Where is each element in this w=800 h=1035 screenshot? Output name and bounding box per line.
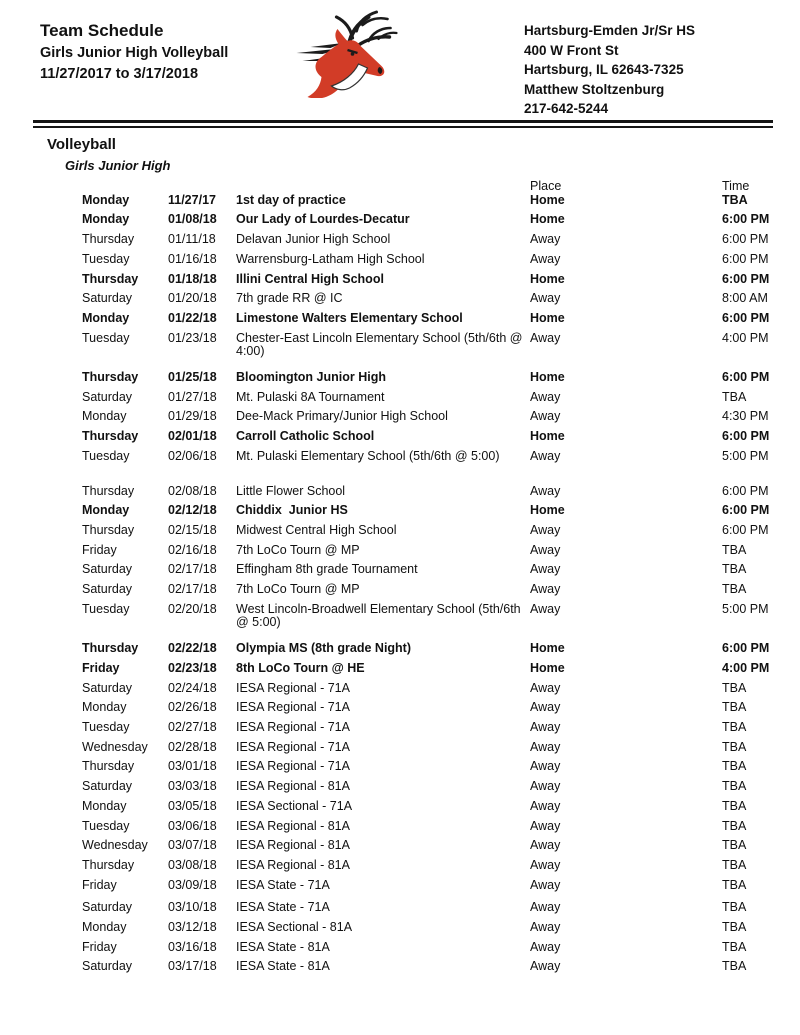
cell-date: 02/17/18	[168, 582, 217, 597]
cell-date: 11/27/17	[168, 192, 216, 207]
cell-day: Tuesday	[82, 818, 130, 833]
school-info-block	[524, 21, 695, 119]
cell-time: 5:00 PM	[722, 448, 769, 463]
cell-time: TBA	[722, 900, 747, 915]
cell-time: 6:00 PM	[722, 251, 769, 266]
schedule-row	[82, 430, 784, 444]
cell-event: IESA Regional - 71A	[236, 700, 350, 715]
cell-event: Effingham 8th grade Tournament	[236, 562, 418, 577]
cell-time: 4:30 PM	[722, 409, 769, 424]
cell-date: 02/01/18	[168, 429, 217, 444]
cell-place: Away	[530, 798, 561, 813]
cell-time: 6:00 PM	[722, 503, 770, 518]
cell-time: 4:00 PM	[722, 660, 770, 675]
cell-date: 01/18/18	[168, 271, 217, 286]
cell-time: TBA	[722, 818, 747, 833]
schedule-row	[82, 800, 784, 814]
schedule-row	[82, 391, 784, 405]
cell-day: Friday	[82, 877, 117, 892]
cell-date: 02/15/18	[168, 522, 217, 537]
cell-date: 03/07/18	[168, 838, 217, 853]
cell-time: TBA	[722, 389, 747, 404]
cell-time: 6:00 PM	[722, 212, 770, 227]
cell-date: 02/23/18	[168, 660, 217, 675]
schedule-row	[82, 682, 784, 696]
schedule-row	[82, 921, 784, 935]
cell-place: Away	[530, 680, 561, 695]
schedule-row	[82, 563, 784, 577]
schedule-row	[82, 642, 784, 656]
cell-day: Thursday	[82, 271, 139, 286]
cell-event: Our Lady of Lourdes-Decatur	[236, 212, 410, 227]
cell-time: 6:00 PM	[722, 522, 769, 537]
cell-place: Away	[530, 920, 561, 935]
sport-heading: Volleyball	[47, 136, 116, 153]
cell-time: TBA	[722, 779, 747, 794]
cell-time: TBA	[722, 920, 747, 935]
schedule-row	[82, 901, 784, 915]
schedule-row	[82, 941, 784, 955]
schedule-row	[82, 253, 784, 267]
schedule-row	[82, 741, 784, 755]
cell-time: TBA	[722, 959, 747, 974]
cell-time: TBA	[722, 798, 747, 813]
cell-time: 6:00 PM	[722, 641, 770, 656]
cell-date: 02/22/18	[168, 641, 217, 656]
cell-date: 02/16/18	[168, 542, 217, 557]
cell-date: 02/28/18	[168, 739, 217, 754]
cell-date: 03/05/18	[168, 798, 217, 813]
cell-place: Away	[530, 900, 561, 915]
cell-event: Illini Central High School	[236, 271, 384, 286]
cell-place: Home	[530, 271, 565, 286]
schedule-rows-container	[82, 194, 784, 974]
cell-place: Away	[530, 818, 561, 833]
cell-day: Tuesday	[82, 330, 130, 345]
cell-date: 01/22/18	[168, 310, 217, 325]
cell-event: Midwest Central High School	[236, 522, 397, 537]
cell-place: Away	[530, 291, 561, 306]
cell-date: 02/24/18	[168, 680, 217, 695]
cell-place: Home	[530, 660, 565, 675]
cell-event: Delavan Junior High School	[236, 232, 391, 247]
schedule-row	[82, 662, 784, 676]
cell-time: 6:00 PM	[722, 271, 770, 286]
cell-day: Monday	[82, 310, 130, 325]
schedule-row	[82, 273, 784, 287]
cell-time: TBA	[722, 939, 747, 954]
cell-day: Monday	[82, 798, 127, 813]
cell-place: Home	[530, 503, 565, 518]
cell-day: Monday	[82, 409, 127, 424]
cell-day: Friday	[82, 542, 117, 557]
schedule-row	[82, 524, 784, 538]
cell-event: Chester-East Lincoln Elementary School (5th/6th @ 4:00)	[236, 330, 526, 359]
cell-place: Away	[530, 857, 561, 872]
cell-event: Mt. Pulaski Elementary School (5th/6th @ 5:00)	[236, 448, 500, 463]
cell-place: Away	[530, 779, 561, 794]
cell-place: Home	[530, 192, 565, 207]
contact-name: Matthew Stoltzenburg	[524, 81, 665, 97]
cell-event: IESA Sectional - 81A	[236, 920, 353, 935]
schedule-row	[82, 760, 784, 774]
cell-date: 02/20/18	[168, 601, 217, 616]
cell-time: 4:00 PM	[722, 330, 769, 345]
cell-day: Saturday	[82, 900, 133, 915]
cell-place: Home	[530, 212, 565, 227]
cell-event: 7th LoCo Tourn @ MP	[236, 542, 360, 557]
cell-time: TBA	[722, 877, 747, 892]
cell-event: IESA State - 81A	[236, 939, 330, 954]
cell-place: Away	[530, 959, 561, 974]
cell-place: Home	[530, 370, 565, 385]
schedule-table	[82, 180, 784, 980]
cell-day: Wednesday	[82, 838, 148, 853]
schedule-row	[82, 544, 784, 558]
schedule-row	[82, 194, 784, 208]
contact-phone: 217-642-5244	[524, 101, 609, 117]
cell-date: 02/27/18	[168, 719, 217, 734]
cell-day: Tuesday	[82, 448, 130, 463]
cell-day: Thursday	[82, 759, 135, 774]
schedule-row	[82, 879, 784, 893]
cell-event: 7th LoCo Tourn @ MP	[236, 582, 360, 597]
cell-place: Away	[530, 739, 561, 754]
header-left-block	[40, 21, 228, 82]
cell-place: Away	[530, 448, 561, 463]
schedule-row	[82, 332, 784, 359]
cell-day: Thursday	[82, 641, 139, 656]
cell-day: Saturday	[82, 959, 133, 974]
schedule-row	[82, 371, 784, 385]
cell-place: Away	[530, 251, 561, 266]
cell-event: Warrensburg-Latham High School	[236, 251, 425, 266]
cell-day: Monday	[82, 503, 130, 518]
cell-date: 03/03/18	[168, 779, 217, 794]
cell-event: Bloomington Junior High	[236, 370, 386, 385]
schedule-row	[82, 504, 784, 518]
cell-event: Dee-Mack Primary/Junior High School	[236, 409, 448, 424]
cell-place: Home	[530, 310, 565, 325]
cell-time: 6:00 PM	[722, 370, 770, 385]
cell-day: Friday	[82, 939, 117, 954]
school-name: Hartsburg-Emden Jr/Sr HS	[524, 23, 696, 38]
cell-day: Saturday	[82, 582, 133, 597]
cell-date: 03/16/18	[168, 939, 217, 954]
cell-day: Thursday	[82, 232, 135, 247]
cell-place: Away	[530, 409, 561, 424]
cell-date: 01/08/18	[168, 212, 217, 227]
schedule-row	[82, 960, 784, 974]
schedule-row	[82, 820, 784, 834]
schedule-row	[82, 450, 784, 464]
schedule-row	[82, 721, 784, 735]
page-title: Team Schedule	[40, 21, 164, 40]
cell-date: 01/20/18	[168, 291, 217, 306]
cell-day: Thursday	[82, 522, 135, 537]
schedule-row	[82, 701, 784, 715]
cell-date: 02/12/18	[168, 503, 217, 518]
cell-place: Home	[530, 641, 565, 656]
cell-time: TBA	[722, 739, 747, 754]
cell-date: 01/27/18	[168, 389, 217, 404]
cell-event: Mt. Pulaski 8A Tournament	[236, 389, 385, 404]
cell-event: Limestone Walters Elementary School	[236, 310, 463, 325]
cell-day: Tuesday	[82, 251, 130, 266]
cell-event: 1st day of practice	[236, 192, 346, 207]
cell-date: 03/09/18	[168, 877, 217, 892]
schedule-row	[82, 583, 784, 597]
column-header-place: Place	[530, 179, 562, 193]
cell-time: TBA	[722, 192, 748, 207]
cell-place: Away	[530, 232, 561, 247]
cell-date: 02/17/18	[168, 562, 217, 577]
cell-place: Away	[530, 483, 561, 498]
cell-event: Chiddix Junior HS	[236, 503, 348, 518]
cell-event: IESA Regional - 81A	[236, 838, 350, 853]
cell-time: 6:00 PM	[722, 483, 769, 498]
cell-day: Monday	[82, 920, 127, 935]
schedule-row	[82, 839, 784, 853]
cell-date: 01/25/18	[168, 370, 217, 385]
cell-time: TBA	[722, 562, 747, 577]
cell-event: IESA State - 81A	[236, 959, 330, 974]
cell-event: IESA Regional - 81A	[236, 779, 350, 794]
cell-time: TBA	[722, 719, 747, 734]
schedule-row	[82, 233, 784, 247]
schedule-row	[82, 410, 784, 424]
cell-time: TBA	[722, 838, 747, 853]
cell-place: Away	[530, 582, 561, 597]
cell-date: 01/11/18	[168, 232, 216, 247]
cell-time: 8:00 AM	[722, 291, 768, 306]
cell-day: Saturday	[82, 291, 133, 306]
cell-event: IESA State - 71A	[236, 877, 330, 892]
cell-date: 03/12/18	[168, 920, 217, 935]
cell-date: 01/29/18	[168, 409, 217, 424]
cell-event: 7th grade RR @ IC	[236, 291, 343, 306]
cell-date: 03/08/18	[168, 857, 217, 872]
cell-place: Away	[530, 389, 561, 404]
cell-date: 01/16/18	[168, 251, 217, 266]
cell-event: Carroll Catholic School	[236, 429, 375, 444]
cell-date: 03/01/18	[168, 759, 217, 774]
cell-event: IESA Regional - 81A	[236, 818, 350, 833]
cell-time: TBA	[722, 582, 747, 597]
cell-day: Tuesday	[82, 601, 130, 616]
cell-day: Monday	[82, 192, 130, 207]
cell-date: 02/06/18	[168, 448, 217, 463]
cell-time: TBA	[722, 680, 747, 695]
schedule-row	[82, 213, 784, 227]
team-subtitle: Girls Junior High Volleyball	[40, 45, 229, 61]
school-address1: 400 W Front St	[524, 42, 619, 58]
cell-time: 6:00 PM	[722, 232, 769, 247]
cell-event: 8th LoCo Tourn @ HE	[236, 660, 365, 675]
schedule-row	[82, 485, 784, 499]
cell-place: Away	[530, 719, 561, 734]
cell-place: Away	[530, 542, 561, 557]
cell-event: West Lincoln-Broadwell Elementary School (5th/6th @ 5:00)	[236, 601, 525, 630]
cell-place: Home	[530, 429, 565, 444]
cell-date: 01/23/18	[168, 330, 217, 345]
cell-place: Away	[530, 759, 561, 774]
cell-event: IESA Regional - 71A	[236, 739, 350, 754]
cell-place: Away	[530, 601, 561, 616]
cell-place: Away	[530, 939, 561, 954]
cell-event: IESA Sectional - 71A	[236, 798, 353, 813]
cell-time: 6:00 PM	[722, 429, 770, 444]
school-address2: Hartsburg, IL 62643-7325	[524, 62, 684, 78]
cell-date: 03/10/18	[168, 900, 217, 915]
cell-event: IESA Regional - 71A	[236, 759, 350, 774]
cell-day: Tuesday	[82, 719, 130, 734]
cell-day: Saturday	[82, 562, 133, 577]
cell-place: Away	[530, 700, 561, 715]
cell-day: Monday	[82, 212, 130, 227]
cell-day: Monday	[82, 700, 127, 715]
cell-event: IESA Regional - 71A	[236, 719, 350, 734]
cell-time: 6:00 PM	[722, 310, 770, 325]
cell-date: 03/17/18	[168, 959, 217, 974]
team-heading: Girls Junior High	[65, 158, 171, 173]
cell-day: Saturday	[82, 680, 133, 695]
cell-place: Away	[530, 330, 561, 345]
cell-time: TBA	[722, 542, 747, 557]
table-header-row	[82, 180, 784, 194]
cell-time: 5:00 PM	[722, 601, 769, 616]
double-rule-divider	[33, 120, 773, 128]
cell-day: Thursday	[82, 370, 139, 385]
cell-date: 02/26/18	[168, 700, 217, 715]
cell-place: Away	[530, 522, 561, 537]
cell-day: Friday	[82, 660, 120, 675]
cell-day: Thursday	[82, 429, 139, 444]
cell-event: IESA State - 71A	[236, 900, 330, 915]
cell-time: TBA	[722, 700, 747, 715]
cell-time: TBA	[722, 759, 747, 774]
cell-date: 02/08/18	[168, 483, 217, 498]
cell-event: Little Flower School	[236, 483, 346, 498]
cell-day: Saturday	[82, 389, 133, 404]
cell-place: Away	[530, 877, 561, 892]
cell-day: Thursday	[82, 483, 135, 498]
cell-event: IESA Regional - 71A	[236, 680, 350, 695]
cell-day: Wednesday	[82, 739, 148, 754]
column-header-time: Time	[722, 179, 750, 193]
cell-place: Away	[530, 562, 561, 577]
cell-day: Saturday	[82, 779, 133, 794]
cell-date: 03/06/18	[168, 818, 217, 833]
stag-mascot-logo-icon	[293, 6, 401, 98]
schedule-row	[82, 603, 784, 630]
cell-day: Thursday	[82, 857, 135, 872]
schedule-row	[82, 292, 784, 306]
date-range: 11/27/2017 to 3/17/2018	[40, 66, 199, 82]
cell-event: Olympia MS (8th grade Night)	[236, 641, 412, 656]
schedule-row	[82, 859, 784, 873]
cell-time: TBA	[722, 857, 747, 872]
schedule-row	[82, 312, 784, 326]
cell-event: IESA Regional - 81A	[236, 857, 350, 872]
schedule-row	[82, 780, 784, 794]
cell-place: Away	[530, 838, 561, 853]
